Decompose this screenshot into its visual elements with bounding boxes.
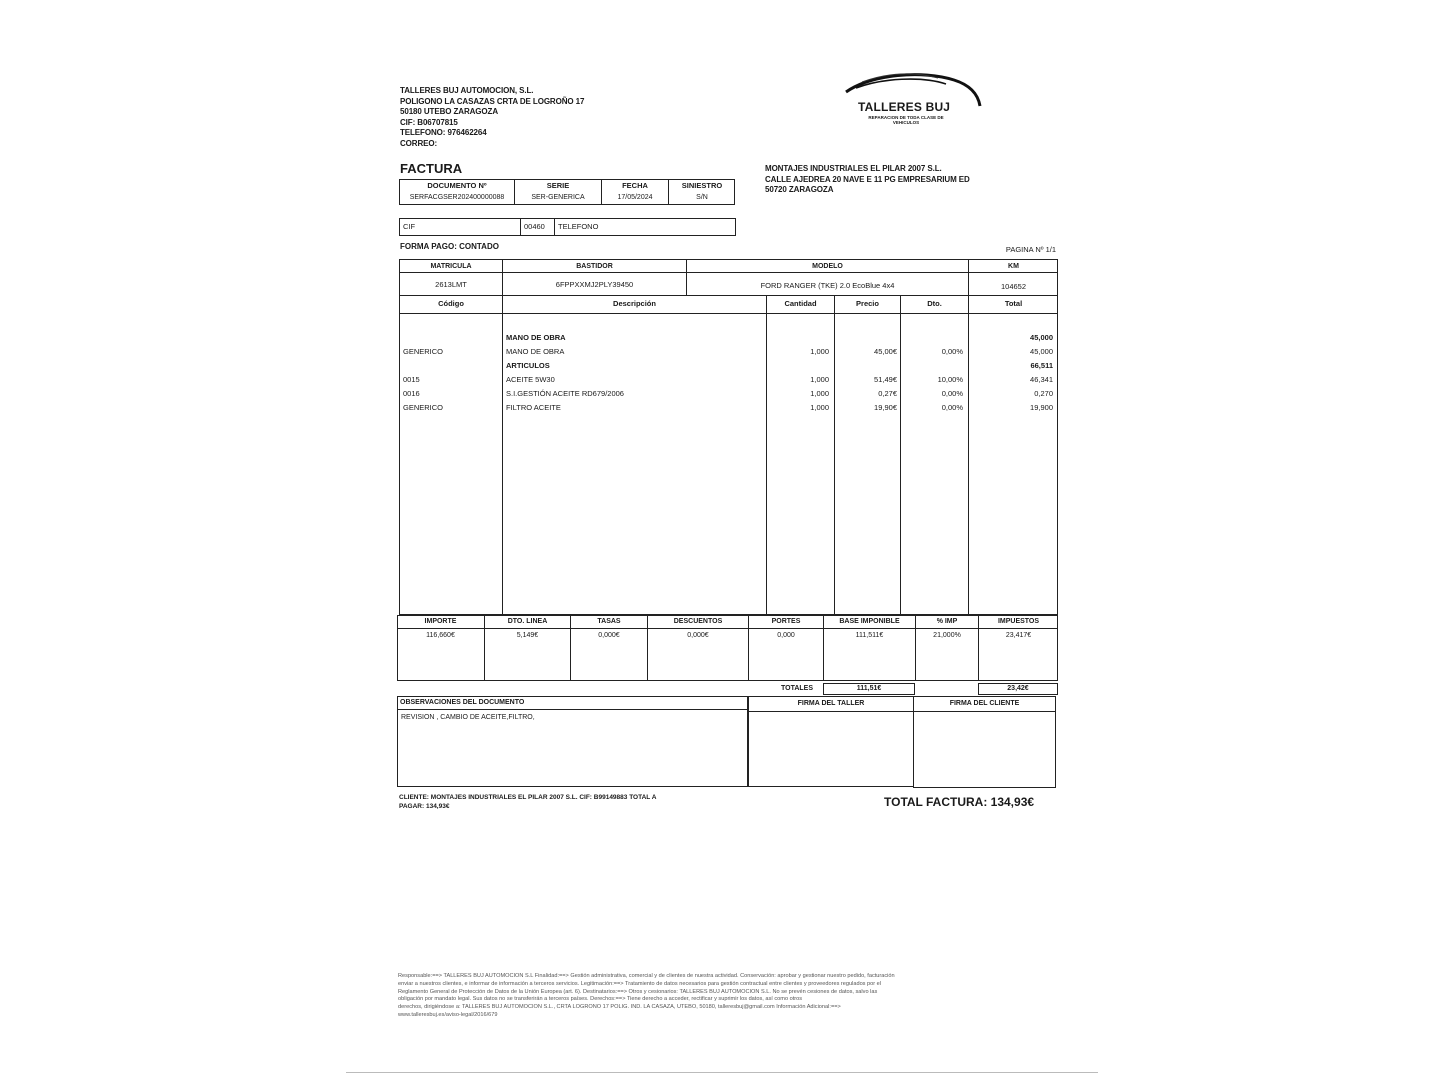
divider bbox=[913, 711, 1056, 712]
divider bbox=[766, 295, 767, 615]
logo-name: TALLERES BUJ bbox=[858, 100, 951, 114]
divider bbox=[520, 218, 521, 236]
totales-tax: 23,42€ bbox=[1007, 685, 1029, 692]
footer-client bbox=[399, 793, 656, 811]
line-description: MANO DE OBRA bbox=[506, 333, 566, 342]
divider bbox=[748, 711, 914, 712]
line-discount: 0,00% bbox=[941, 347, 963, 356]
company-phone: TELEFONO: 976462264 bbox=[400, 128, 487, 137]
doc-serie: SER-GENERICA bbox=[531, 194, 585, 201]
line-qty: 1,000 bbox=[810, 403, 829, 412]
payment-method: FORMA PAGO: CONTADO bbox=[400, 242, 499, 251]
logo-tagline bbox=[856, 115, 956, 125]
lines-header-qty: Cantidad bbox=[784, 299, 817, 308]
doc-number: SERFACGSER202400000088 bbox=[409, 194, 505, 201]
totals-header-fees: TASAS bbox=[597, 618, 621, 625]
line-description: MANO DE OBRA bbox=[506, 347, 565, 356]
totals-header-line-discount: DTO. LINEA bbox=[507, 618, 548, 625]
divider bbox=[399, 313, 1058, 314]
lines-header-description: Descripción bbox=[613, 299, 656, 308]
vehicle-vin: 6FPPXXMJ2PLY39450 bbox=[555, 280, 634, 289]
legal-line-3: Reglamento General de Protección de Datos de la Unión Europea (art. 6). Destinatarios:==> Otros y cesionarios: TALLERES BUJ AUTOMOCION S.L. No se prevén cesiones de datos, salvo las bbox=[398, 988, 878, 995]
company-info bbox=[400, 86, 584, 149]
totales-base: 111,51€ bbox=[856, 685, 882, 692]
line-discount: 10,00% bbox=[937, 375, 963, 384]
vehicle-header-model: MODELO bbox=[812, 263, 843, 270]
doc-header-siniestro: SINIESTRO bbox=[681, 181, 723, 190]
legal-line-1: Responsable:==> TALLERES BUJ AUTOMOCION S.L Finalidad:==> Gestión administrativa, comercial y de clientes de nuestra actividad. Conservación: aprobar y gestionar nuestro pedido, facturación bbox=[398, 973, 895, 979]
observations-text: REVISION , CAMBIO DE ACEITE,FILTRO, bbox=[401, 714, 535, 721]
totals-header-amount: IMPORTE bbox=[424, 618, 457, 625]
signature-client-box bbox=[913, 696, 1056, 788]
signature-client-label: FIRMA DEL CLIENTE bbox=[949, 700, 1020, 707]
doc-date: 17/05/2024 bbox=[617, 194, 653, 201]
vehicle-plate: 2613LMT bbox=[435, 280, 467, 289]
footer-client-line-2: PAGAR: 134,93€ bbox=[399, 803, 450, 810]
totals-discounts: 0,000€ bbox=[687, 632, 709, 639]
totals-line-discount: 5,149€ bbox=[516, 632, 539, 639]
line-price: 45,00€ bbox=[874, 347, 897, 356]
company-email: CORREO: bbox=[400, 138, 438, 148]
company-address: POLIGONO LA CASAZAS CRTA DE LOGROÑO 17 bbox=[400, 96, 585, 106]
page-edge bbox=[346, 1072, 1098, 1073]
totals-fees: 0,000€ bbox=[598, 632, 620, 639]
vehicle-header-km: KM bbox=[1008, 263, 1019, 270]
line-description: ARTICULOS bbox=[506, 361, 550, 370]
page-number: PAGINA Nº 1/1 bbox=[1005, 245, 1056, 254]
line-qty: 1,000 bbox=[810, 375, 829, 384]
line-total: 45,000 bbox=[1030, 333, 1053, 342]
divider bbox=[502, 259, 503, 615]
cif-label: CIF bbox=[403, 222, 416, 231]
totals-shipping: 0,000 bbox=[777, 632, 795, 639]
totals-tax-rate: 21,000% bbox=[933, 632, 961, 639]
legal-line-2: enviar a nuestros clientes, e informar de información a terceros servicios. Legitimación:==> Tratamiento de datos necesarios para gestión contractual entre clientes y proveedores regulados por el bbox=[398, 980, 882, 987]
signature-workshop-label: FIRMA DEL TALLER bbox=[797, 700, 865, 707]
divider bbox=[968, 259, 969, 615]
line-total: 19,900 bbox=[1030, 403, 1053, 412]
client-address: CALLE AJEDREA 20 NAVE E 11 PG EMPRESARIUM ED bbox=[765, 174, 970, 184]
line-code: GENERICO bbox=[403, 347, 444, 356]
observations-label: OBSERVACIONES DEL DOCUMENTO bbox=[400, 699, 525, 706]
line-code: 0015 bbox=[403, 375, 420, 384]
doc-header-fecha: FECHA bbox=[622, 181, 648, 190]
totales-label: TOTALES bbox=[781, 685, 814, 692]
totals-header-shipping: PORTES bbox=[771, 618, 801, 625]
totals-taxes: 23,417€ bbox=[1005, 632, 1032, 639]
legal-notice bbox=[398, 973, 1048, 1020]
lines-header-code: Código bbox=[438, 299, 464, 308]
totals-header-tax-base: BASE IMPONIBLE bbox=[839, 618, 900, 625]
company-city: 50180 UTEBO ZARAGOZA bbox=[400, 107, 499, 116]
divider bbox=[397, 628, 1058, 629]
vehicle-header-plate: MATRICULA bbox=[430, 263, 472, 270]
line-qty: 1,000 bbox=[810, 389, 829, 398]
document-title: FACTURA bbox=[400, 161, 463, 176]
client-name: MONTAJES INDUSTRIALES EL PILAR 2007 S.L. bbox=[765, 164, 942, 173]
vehicle-model: FORD RANGER (TKE) 2.0 EcoBlue 4x4 bbox=[760, 281, 895, 290]
totals-amount: 116,660€ bbox=[426, 632, 455, 639]
client-code: 00460 bbox=[524, 222, 545, 231]
company-logo bbox=[842, 68, 992, 130]
line-description: ACEITE 5W30 bbox=[506, 375, 555, 384]
line-total: 46,341 bbox=[1030, 375, 1053, 384]
legal-line-6: www.talleresbuj.es/aviso-legal/2016/679 bbox=[398, 1011, 498, 1018]
doc-header-serie: SERIE bbox=[546, 181, 570, 190]
line-description: FILTRO ACEITE bbox=[506, 403, 561, 412]
invoice-total: TOTAL FACTURA: 134,93€ bbox=[884, 795, 1035, 809]
company-cif: CIF: B06707815 bbox=[400, 117, 458, 127]
line-code: 0016 bbox=[403, 389, 420, 398]
line-total: 45,000 bbox=[1030, 347, 1053, 356]
footer-client-line-1: CLIENTE: MONTAJES INDUSTRIALES EL PILAR 2007 S.L. CIF: B99149883 TOTAL A bbox=[399, 794, 657, 801]
vehicle-header-vin: BASTIDOR bbox=[576, 263, 613, 270]
line-description: S.I.GESTIÓN ACEITE RD679/2006 bbox=[506, 389, 624, 398]
signature-workshop-box bbox=[748, 696, 914, 787]
legal-line-5: derechos, dirigiéndose a: TALLERES BUJ AUTOMOCION S.L., CRTA LOGROÑO 17 POLIG. IND. LA CASAZA, UTEBO, 50180, talleresbuj@gmail.com Información Adicional:==> bbox=[398, 1004, 841, 1011]
lines-header-discount: Dto. bbox=[927, 299, 942, 308]
divider bbox=[397, 709, 748, 710]
divider bbox=[834, 295, 835, 615]
vehicle-km: 104652 bbox=[1000, 282, 1027, 291]
divider bbox=[399, 295, 1058, 296]
totals-header-discounts: DESCUENTOS bbox=[673, 618, 723, 625]
divider bbox=[399, 272, 1058, 273]
phone-label: TELEFONO bbox=[558, 222, 599, 231]
divider bbox=[900, 295, 901, 615]
line-discount: 0,00% bbox=[941, 389, 963, 398]
divider bbox=[554, 218, 555, 236]
totals-header-tax-rate: % IMP bbox=[936, 618, 958, 625]
line-total: 66,511 bbox=[1030, 361, 1053, 370]
line-qty: 1,000 bbox=[810, 347, 829, 356]
totals-tax-base: 111,511€ bbox=[855, 632, 884, 639]
lines-header-price: Precio bbox=[856, 299, 879, 308]
line-price: 19,90€ bbox=[874, 403, 897, 412]
client-info bbox=[765, 164, 970, 196]
logo-tagline-1: REPARACION DE TODA CLASE DE bbox=[868, 115, 944, 120]
doc-siniestro: S/N bbox=[696, 194, 708, 201]
line-code: GENERICO bbox=[403, 403, 444, 412]
client-city: 50720 ZARAGOZA bbox=[765, 185, 834, 194]
logo-tagline-2: VEHICULOS bbox=[892, 120, 920, 125]
line-discount: 0,00% bbox=[941, 403, 963, 412]
totals-header-taxes: IMPUESTOS bbox=[997, 618, 1040, 625]
line-total: 0,270 bbox=[1034, 389, 1053, 398]
doc-header-number: DOCUMENTO Nº bbox=[427, 181, 487, 190]
company-name: TALLERES BUJ AUTOMOCION, S.L. bbox=[400, 86, 534, 95]
line-price: 51,49€ bbox=[874, 375, 897, 384]
line-price: 0,27€ bbox=[878, 389, 897, 398]
lines-header-total: Total bbox=[1004, 299, 1023, 308]
legal-line-4: obligación por mandato legal. Sus datos no se transferirán a terceros países. Derechos:==> Tiene derecho a acceder, rectificar y suprimir los datos, así como otros bbox=[398, 996, 803, 1003]
